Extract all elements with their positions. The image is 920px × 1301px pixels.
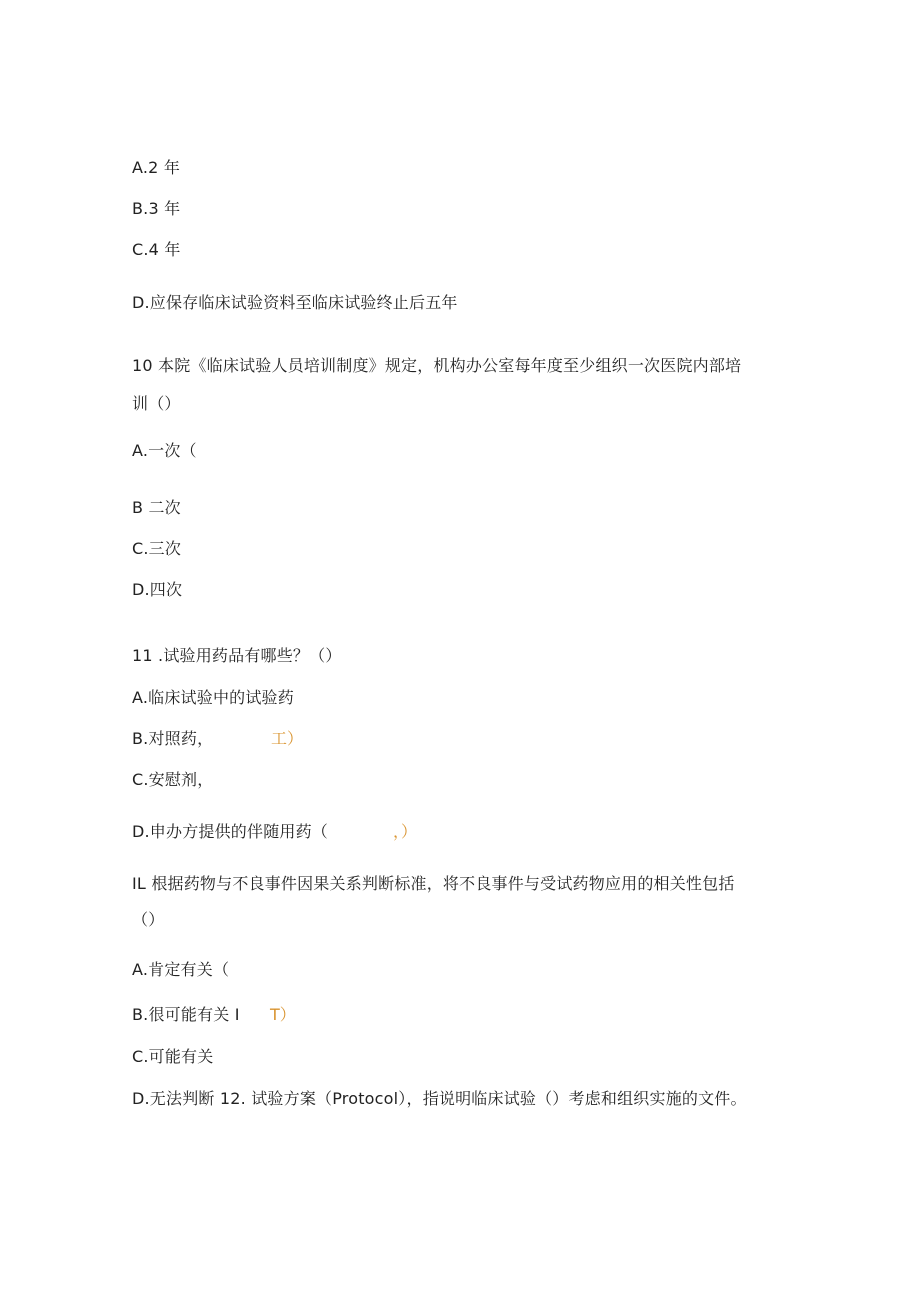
q11b-option-d: D.无法判断 12. 试验方案（Protocol），指说明临床试验（）考虑和组织实施的文件。 (132, 1089, 747, 1108)
q11b-option-c: C.可能有关 (132, 1047, 214, 1066)
q10-option-c: C.三次 (132, 539, 182, 558)
q11b-stray-mark: T） (270, 1005, 296, 1024)
q11-stray-mark-1: 工） (271, 729, 304, 748)
q11b-option-a: A.肯定有关（ (132, 960, 230, 979)
q11-question: 11 .试验用药品有哪些？（） (132, 646, 342, 665)
q11b-question-line1: IL 根据药物与不良事件因果关系判断标准，将不良事件与受试药物应用的相关性包括 (132, 874, 735, 893)
q9-option-a: A.2 年 (132, 158, 181, 177)
q10-option-d: D.四次 (132, 580, 183, 599)
q10-question-line1: 10 本院《临床试验人员培训制度》规定，机构办公室每年度至少组织一次医院内部培 (132, 356, 742, 375)
q10-question-line2: 训（） (132, 394, 181, 413)
q11-option-d: D.申办方提供的伴随用药（ (132, 822, 329, 841)
q10-option-b: B 二次 (132, 498, 181, 517)
q9-option-d: D.应保存临床试验资料至临床试验终止后五年 (132, 293, 458, 312)
q10-option-a: A.一次（ (132, 441, 197, 460)
q9-option-c: C.4 年 (132, 240, 181, 259)
q11-stray-mark-2: ，） (393, 822, 418, 841)
q11b-question-line2: （） (132, 910, 165, 929)
q9-option-b: B.3 年 (132, 199, 181, 218)
q11-option-a: A.临床试验中的试验药 (132, 688, 294, 707)
q11b-option-b: B.很可能有关 I (132, 1005, 240, 1024)
q11-option-c: C.安慰剂， (132, 770, 214, 789)
q11-option-b: B.对照药， (132, 729, 214, 748)
